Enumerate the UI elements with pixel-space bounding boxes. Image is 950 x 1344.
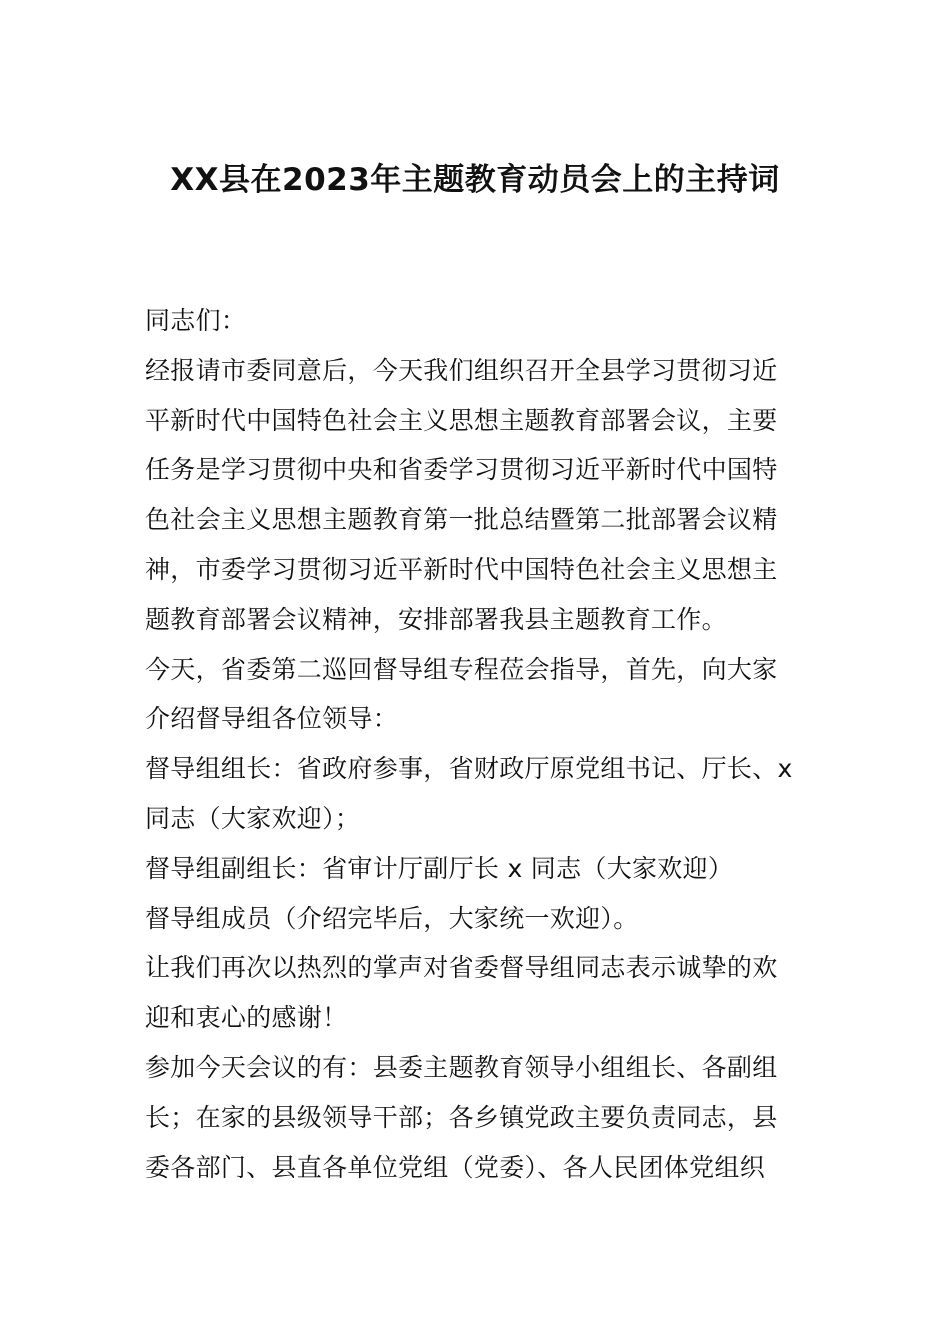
body-line: 督导组副组长：省审计厅副厅长 x 同志（大家欢迎） <box>145 853 734 883</box>
body-line: 参加今天会议的有：县委主题教育领导小组组长、各副组 <box>145 1052 778 1082</box>
document-body <box>145 296 809 1192</box>
body-line: 任务是学习贯彻中央和省委学习贯彻习近平新时代中国特 <box>145 455 778 485</box>
body-line: 督导组成员（介绍完毕后，大家统一欢迎）。 <box>145 903 639 933</box>
body-line: 介绍督导组各位领导： <box>145 704 399 734</box>
body-line: 色社会主义思想主题教育第一批总结暨第二批部署会议精 <box>145 505 778 535</box>
body-line: 同志（大家欢迎）； <box>145 803 361 833</box>
body-line: 今天，省委第二巡回督导组专程莅会指导，首先，向大家 <box>145 654 778 684</box>
body-line: 神，市委学习贯彻习近平新时代中国特色社会主义思想主 <box>145 554 778 584</box>
body-line: 让我们再次以热烈的掌声对省委督导组同志表示诚挚的欢 <box>145 953 778 983</box>
body-line: 迎和衷心的感谢！ <box>145 1003 348 1033</box>
body-line: 同志们： <box>145 306 247 335</box>
body-line: 长；在家的县级领导干部；各乡镇党政主要负责同志，县 <box>145 1102 778 1132</box>
body-line: 经报请市委同意后，今天我们组织召开全县学习贯彻习近 <box>145 355 778 385</box>
body-line: 委各部门、县直各单位党组（党委）、各人民团体党组织 <box>145 1152 766 1182</box>
body-line: 督导组组长：省政府参事，省财政厅原党组书记、厅长、x <box>145 754 793 784</box>
document-title: XX县在2023年主题教育动员会上的主持词 <box>170 162 780 198</box>
body-line: 题教育部署会议精神，安排部署我县主题教育工作。 <box>145 604 727 634</box>
body-line: 平新时代中国特色社会主义思想主题教育部署会议，主要 <box>145 405 778 435</box>
